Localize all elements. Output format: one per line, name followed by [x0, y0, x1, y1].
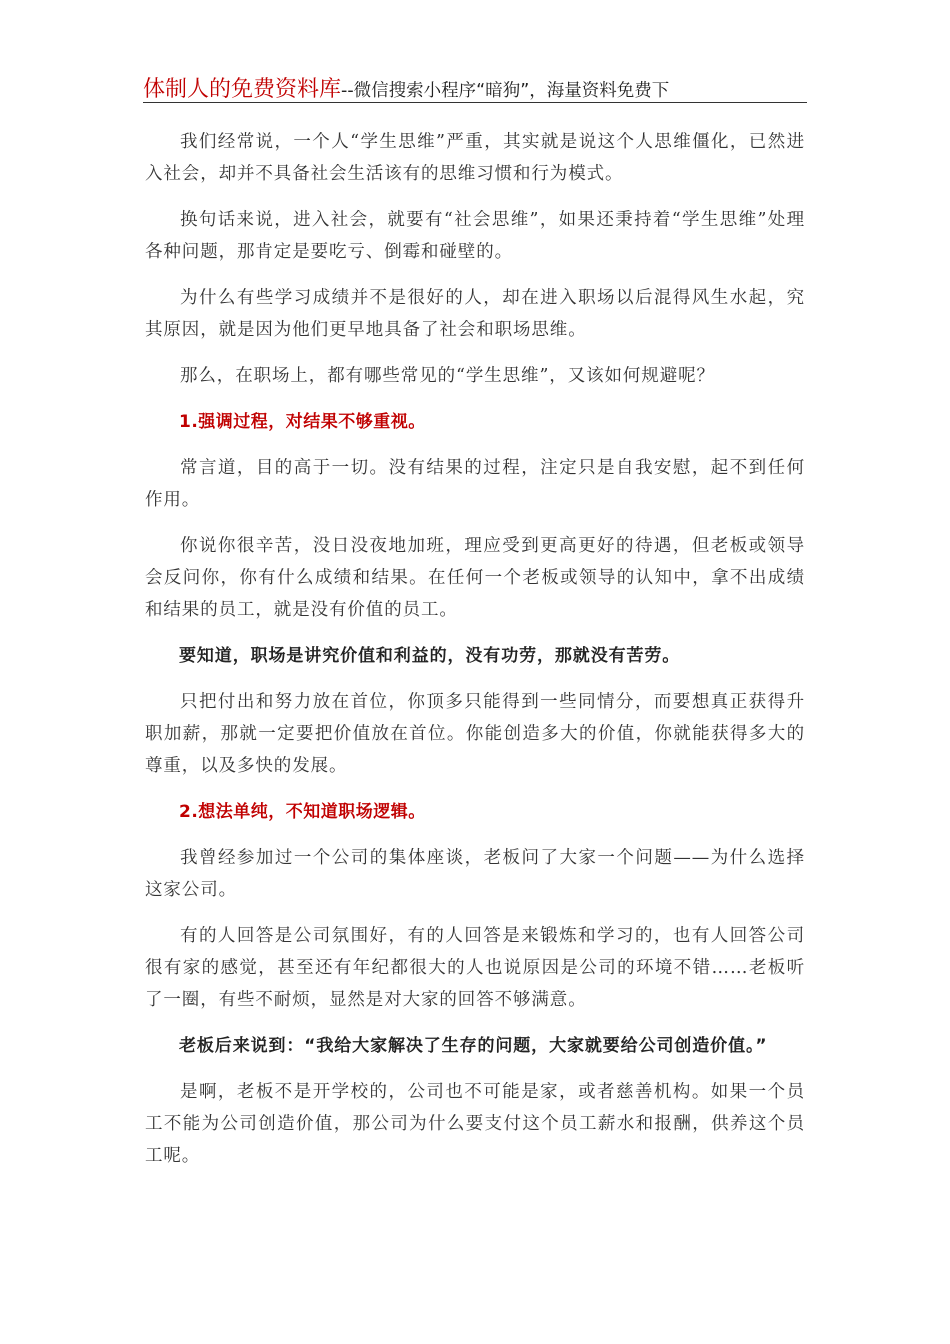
section-heading-2: 2.想法单纯，不知道职场逻辑。 [179, 802, 426, 822]
emphasis-paragraph-1: 要知道，职场是讲究价值和利益的，没有功劳，那就没有苦劳。 [179, 646, 681, 666]
paragraph-6: 你说你很辛苦，没日没夜地加班，理应受到更高更好的待遇，但老板或领导会反问你，你有什么成绩和结果。在任何一个老板或领导的认知中，拿不出成绩和结果的员工，就是没有价值的员工。 [145, 536, 805, 620]
paragraph-9: 有的人回答是公司氛围好，有的人回答是来锻炼和学习的，也有人回答公司很有家的感觉，甚至还有年纪都很大的人也说原因是公司的环境不错……老板听了一圈，有些不耐烦，显然是对大家的回答不够满意。 [145, 926, 805, 1010]
paragraph-2: 换句话来说，进入社会，就要有“社会思维”，如果还秉持着“学生思维”处理各种问题，那肯定是要吃亏、倒霉和碰壁的。 [145, 210, 805, 262]
paragraph-10: 是啊，老板不是开学校的，公司也不可能是家，或者慈善机构。如果一个员工不能为公司创造价值，那公司为什么要支付这个员工薪水和报酬，供养这个员工呢。 [145, 1082, 805, 1166]
paragraph-3: 为什么有些学习成绩并不是很好的人，却在进入职场以后混得风生水起，究其原因，就是因为他们更早地具备了社会和职场思维。 [145, 288, 805, 340]
paragraph-5: 常言道，目的高于一切。没有结果的过程，注定只是自我安慰，起不到任何作用。 [145, 458, 805, 510]
header-title: 体制人的免费资料库 [143, 77, 342, 102]
paragraph-4: 那么，在职场上，都有哪些常见的“学生思维”，又该如何规避呢？ [180, 366, 715, 386]
section-heading-1: 1.强调过程，对结果不够重视。 [179, 412, 426, 432]
paragraph-1: 我们经常说，一个人“学生思维”严重，其实就是说这个人思维僵化，已然进入社会，却并不具备社会生活该有的思维习惯和行为模式。 [145, 132, 805, 184]
page-header [143, 72, 807, 103]
header-subtitle: --微信搜索小程序“暗狗”，海量资料免费下 [341, 81, 670, 101]
paragraph-8: 我曾经参加过一个公司的集体座谈，老板问了大家一个问题——为什么选择这家公司。 [145, 848, 805, 900]
emphasis-paragraph-2: 老板后来说到：“我给大家解决了生存的问题，大家就要给公司创造价值。” [179, 1036, 768, 1056]
paragraph-7: 只把付出和努力放在首位，你顶多只能得到一些同情分，而要想真正获得升职加薪，那就一定要把价值放在首位。你能创造多大的价值，你就能获得多大的尊重，以及多快的发展。 [145, 692, 805, 776]
article-body [145, 126, 805, 1172]
